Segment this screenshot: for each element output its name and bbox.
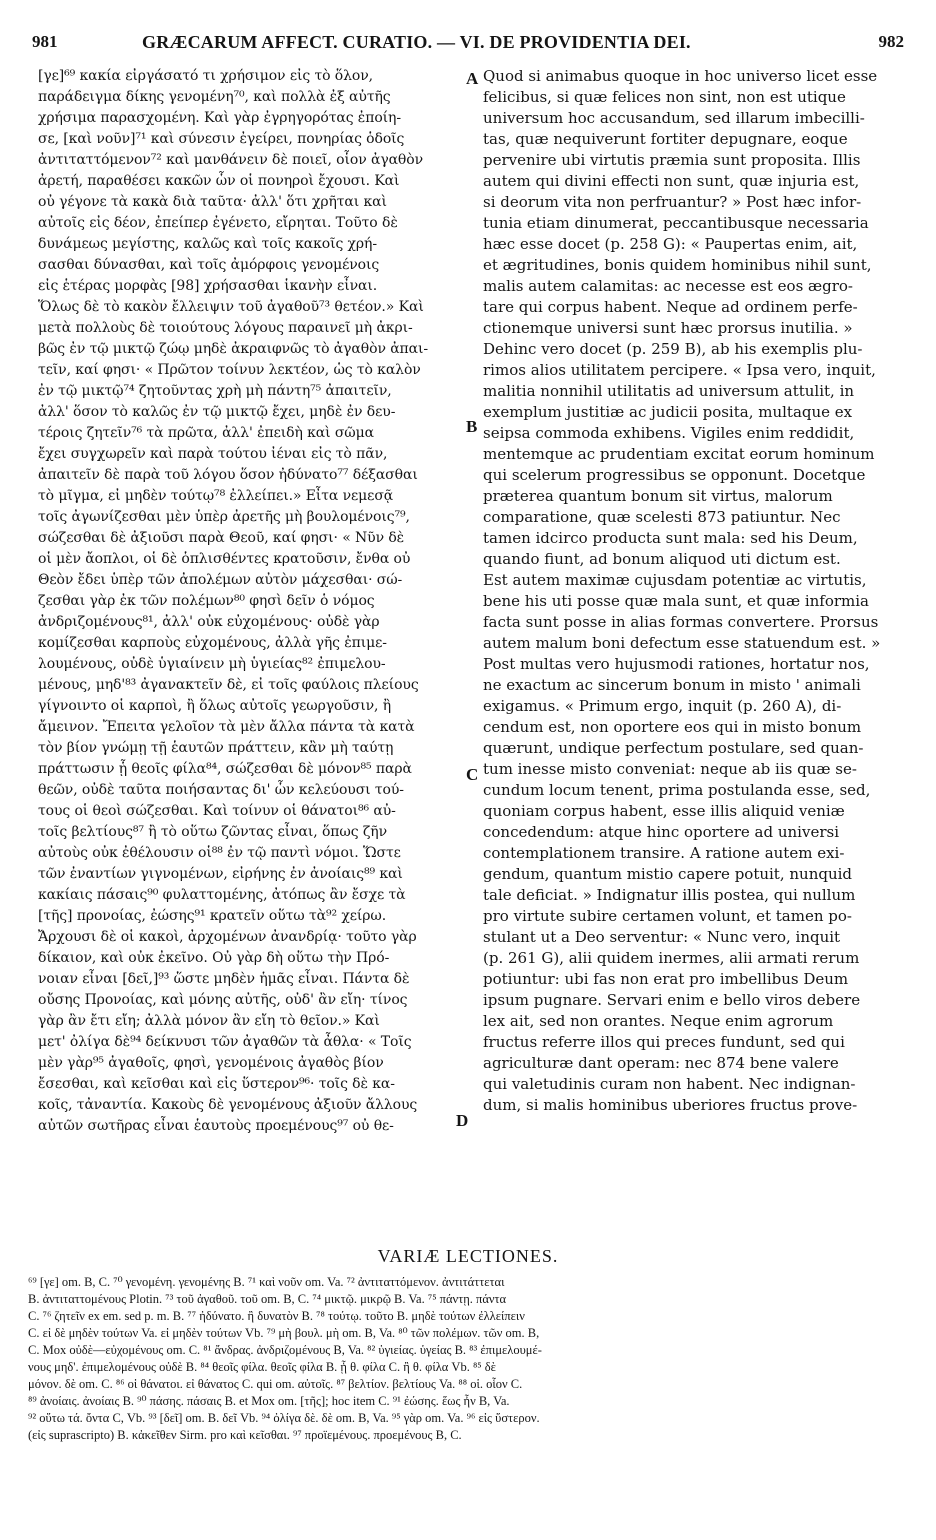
variant-note-line: C. εἰ δὲ μηδὲν τούτων Va. εἰ μηδὲν τούτων Vb. ⁷⁹ μὴ βουλ. μὴ om. B, Va. ⁸⁰ τῶν πολέμων. τῶν om. B,: [28, 1326, 540, 1340]
variant-readings-notes: [28, 1274, 908, 1444]
greek-text-line: δυνάμεως μεγίστης, καλῶς καὶ τοῖς κακοῖς χρή-: [38, 236, 377, 252]
latin-text-line: lex ait, sed non orantes. Neque enim agrorum: [483, 1012, 834, 1030]
latin-text-line: (p. 261 G), alii quidem inermes, alii armati rerum: [483, 949, 860, 967]
latin-text-line: tum inesse misto conveniat: neque ab iis quæ se-: [483, 760, 857, 778]
variae-lectiones-heading: VARIÆ LECTIONES.: [377, 1246, 559, 1266]
greek-text-line: κομίζεσθαι καρποὺς εὐχομένους, ἀλλὰ γῆς ἐπιμε-: [38, 635, 387, 651]
variant-note-line: νους μηδ'. ἐπιμελομένους οὐδὲ B. ⁸⁴ θεοῖς φίλα. θεοῖς φίλα B. ᾗ θ. φίλα C. ἢ θ. φίλα Vb. ⁸⁵ δὲ: [28, 1360, 496, 1374]
latin-text-line: mentemque ac prudentiam excitat eorum hominum: [483, 445, 875, 463]
latin-text-line: gendum, quantum mistio capere potuit, nunquid: [483, 865, 853, 883]
greek-text-line: δίκαιον, καὶ οὐκ ἐκεῖνο. Οὐ γὰρ δὴ οὕτω τὴν Πρό-: [38, 950, 390, 966]
latin-text-line: tale deficiat. » Indignatur illis postea, qui nullum: [483, 886, 856, 904]
greek-text-line: κοῖς, τἀναντία. Κακοὺς δὲ γενομένους ἀξιοῦν ἄλλους: [38, 1097, 418, 1113]
variant-note-line: ⁸⁹ ἀνοίαις. ἀνοίαις B. ⁹⁰ πάσης. πάσαις B. et Mox om. [τῆς]; hoc item C. ⁹¹ ἐώσης. ἕως ἦν B, Va.: [28, 1394, 510, 1408]
latin-text-line: qui scelerum progressibus se opponunt. Docetque: [483, 466, 866, 484]
latin-text-line: ipsum pugnare. Servari enim e bello viros debere: [483, 991, 861, 1009]
greek-text-line: Θεὸν ἔδει ὑπὲρ τῶν ἀπολέμων αὐτὸν μάχεσθαι· σώ-: [38, 572, 403, 588]
greek-text-line: κακίαις πάσαις⁹⁰ φυλαττομένης, ἀτόπως ἂν ἔσχε τὰ: [38, 887, 406, 903]
greek-text-line: τοῖς βελτίους⁸⁷ ἢ τὸ οὕτω ζῶντας εἶναι, ὅπως ζῆν: [38, 824, 388, 840]
greek-text-line: πράττωσιν ᾗ θεοῖς φίλα⁸⁴, σώζεσθαι δὲ μόνον⁸⁵ παρὰ: [38, 761, 412, 777]
greek-text-line: τὸν βίον γνώμῃ τῇ ἑαυτῶν πράττειν, κἂν μὴ ταύτῃ: [38, 740, 394, 756]
margin-marker-c: C: [466, 765, 479, 784]
variant-note-line: ⁹² οὕτω τά. ὄντα C, Vb. ⁹³ [δεῖ] om. B. δεῖ Vb. ⁹⁴ ὀλίγα δὲ. δὲ om. B, Va. ⁹⁵ γὰρ om. Va. ⁹⁶ εἰς ὕστερον.: [28, 1411, 540, 1425]
greek-text-line: ἔχει συγχωρεῖν καὶ παρὰ τούτου ἰέναι εἰς τὸ πᾶν,: [38, 446, 388, 462]
margin-marker-a: A: [466, 69, 479, 88]
greek-text-line: σασθαι δύνασθαι, καὶ τοῖς ἀμόρφοις γενομένοις: [38, 257, 380, 273]
latin-text-line: facta sunt posse in alias formas convertere. Prorsus: [483, 613, 879, 631]
greek-text-line: ἀνδριζομένους⁸¹, ἀλλ' οὐκ εὐχομένους· οὐδὲ γὰρ: [38, 614, 380, 630]
latin-text-line: seipsa commoda exhibens. Vigiles enim reddidit,: [483, 424, 855, 442]
greek-text-line: μένους, μηδ'⁸³ ἀγανακτεῖν δὲ, εἰ τοῖς φαύλοις πλείους: [38, 677, 419, 693]
greek-text-line: μετ' ὀλίγα δὲ⁹⁴ δείκνυσι τῶν ἀγαθῶν τὰ ἆθλα· « Τοῖς: [38, 1034, 412, 1050]
greek-text-line: ἀλλ' ὅσον τὸ καλῶς ἐν τῷ μικτῷ ἔχει, μηδὲ ἐν δευ-: [38, 404, 396, 420]
latin-text-line: contemplationem transire. A ratione autem exi-: [483, 844, 845, 862]
greek-text-line: σώζεσθαι δὲ ἀξιοῦσι παρὰ Θεοῦ, καί φησι· « Νῦν δὲ: [38, 530, 405, 546]
page-header: [32, 32, 904, 62]
latin-text-line: Quod si animabus quoque in hoc universo licet esse: [483, 67, 878, 85]
greek-text-line: ἀντιταττόμενον⁷² καὶ μανθάνειν δὲ ποιεῖ, οἷον ἀγαθὸν: [38, 152, 424, 168]
greek-text-line: [τῆς] προνοίας, ἐώσης⁹¹ κρατεῖν οὕτω τὰ⁹² χείρω.: [38, 908, 387, 924]
greek-text-line: ἀπαιτεῖν δὲ παρὰ τοῦ λόγου ὅσον ἠδύνατο⁷⁷ δέξασθαι: [38, 467, 418, 483]
latin-text-line: autem malum boni defectum esse statuendum est. »: [483, 634, 881, 652]
latin-text-line: agriculturæ dant operam: nec 874 bene valere: [483, 1054, 839, 1072]
latin-text-line: fructus referre illos qui preces fundunt, sed qui: [483, 1033, 845, 1051]
latin-text-line: hæc esse docet (p. 258 G): « Paupertas enim, ait,: [483, 235, 858, 253]
greek-text-line: παράδειγμα δίκης γενομένη⁷⁰, καὶ πολλὰ ἐξ αὐτῆς: [38, 89, 391, 105]
greek-text-line: λουμένους, οὐδὲ ὑγιαίνειν μὴ ὑγιείας⁸² ἐπιμελου-: [38, 656, 386, 672]
greek-text-line: αὐτοὺς οὐκ ἐθέλουσιν οἱ⁸⁸ ἐν τῷ παντὶ νόμοι. Ὥστε: [38, 845, 401, 861]
greek-text-line: βῶς ἐν τῷ μικτῷ ζώῳ μηδὲ ἀκραιφνῶς τὸ ἀγαθὸν ἀπαι-: [38, 341, 429, 357]
greek-text-line: μετὰ πολλοὺς δὲ τοιούτους λόγους παραινεῖ μὴ ἀκρι-: [38, 320, 413, 336]
margin-marker-d: D: [456, 1111, 469, 1130]
latin-text-line: dum, si malis hominibus uberiores fructus prove-: [483, 1096, 858, 1114]
greek-text-line: γίγνοιντο οἱ καρποὶ, ἢ ὅλως αὐτοῖς γεωργοῦσιν, ἢ: [38, 698, 391, 714]
greek-text-line: οὐ γέγονε τὰ κακὰ διὰ ταῦτα· ἀλλ' ὅτι χρῆται καὶ: [38, 194, 387, 210]
greek-text-line: τῶν ἐναντίων γιγνομένων, εἰρήνης ἐν ἀνοίαις⁸⁹ καὶ: [38, 866, 403, 882]
latin-text-line: pervenire ubi virtutis præmia sunt proposita. Illis: [483, 151, 861, 169]
greek-text-line: ἔσεσθαι, καὶ κεῖσθαι καὶ εἰς ὕστερον⁹⁶· τοῖς δὲ κα-: [38, 1076, 395, 1092]
latin-text-line: stulant ut a Deo serventur: « Nunc vero, inquit: [483, 928, 841, 946]
latin-text-line: et ægritudines, bonis quidem hominibus nihil sunt,: [483, 256, 872, 274]
greek-text-line: εἰς ἑτέρας μορφὰς [98] χρήσασθαι ἱκανὴν εἶναι.: [38, 278, 378, 294]
greek-text-line: ζεσθαι γὰρ ἐκ τῶν πολέμων⁸⁰ φησὶ δεῖν ὁ νόμος: [38, 593, 375, 609]
latin-text-line: cundum locum tenent, prima postulanda esse, sed,: [483, 781, 871, 799]
greek-text-line: τους οἱ θεοὶ σώζεσθαι. Καὶ τοίνυν οἱ θάνατοι⁸⁶ αὐ-: [38, 803, 396, 819]
variant-note-line: B. ἀντιταττομένους Plotin. ⁷³ τοῦ ἀγαθοῦ. τοῦ om. B, C. ⁷⁴ μικτῷ. μικρῷ B. Va. ⁷⁵ πάντῃ. πάντα: [28, 1292, 507, 1306]
latin-text-column: [483, 66, 905, 1116]
latin-text-line: quando fiunt, ad bonum aliquod uti dictum est.: [483, 550, 841, 568]
variant-note-line: C. ⁷⁶ ζητεῖν ex em. sed p. m. B. ⁷⁷ ἠδύνατο. ἢ δυνατὸν B. ⁷⁸ τούτῳ. τοῦτο B. μηδὲ τούτων ἐλλείπειν: [28, 1309, 525, 1323]
greek-text-line: οὔσης Προνοίας, καὶ μόνης αὐτῆς, οὐδ' ἂν εἴη· τίνος: [38, 992, 408, 1008]
latin-text-line: comparatione, quæ scelesti 873 patiuntur. Nec: [483, 508, 841, 526]
greek-text-line: Ἄρχουσι δὲ οἱ κακοὶ, ἀρχομένων ἀνανδρίᾳ· τοῦτο γὰρ: [38, 929, 417, 945]
latin-text-line: ne exactum ac sincerum bonum in misto ' animali: [483, 676, 861, 694]
greek-text-line: τέροις ζητεῖν⁷⁶ τὰ πρῶτα, ἀλλ' ἐπειδὴ καὶ σῶμα: [38, 425, 374, 441]
greek-text-line: ἐν τῷ μικτῷ⁷⁴ ζητοῦντας χρὴ μὴ πάντη⁷⁵ ἀπαιτεῖν,: [38, 383, 392, 399]
latin-text-line: tare qui corpus habent. Neque ad ordinem perfe-: [483, 298, 858, 316]
greek-text-line: οἱ μὲν ἄοπλοι, οἱ δὲ ὁπλισθέντες κρατοῦσιν, ἔνθα οὐ: [38, 551, 411, 567]
latin-text-line: universum hoc accusandum, sed illarum imbecilli-: [483, 109, 865, 127]
greek-text-line: νοιαν εἶναι [δεῖ,]⁹³ ὥστε μηδὲν ἡμᾶς εἶναι. Πάντα δὲ: [38, 971, 410, 987]
latin-text-line: si deorum vita non perfruantur? » Post hæc infor-: [483, 193, 862, 211]
latin-text-line: exigamus. « Primum ergo, inquit (p. 260 A), di-: [483, 697, 842, 715]
greek-text-line: χρήσιμα παρασχομένη. Καὶ γὰρ ἐγρηγορότας ἐποίη-: [38, 110, 401, 126]
variant-note-line: C. Mox οὐδὲ—εὐχομένους om. C. ⁸¹ ἄνδρας. ἀνδριζομένους B, Va. ⁸² ὑγιείας. ὑγείας B. ⁸³ ἐπιμελουμέ-: [28, 1343, 542, 1357]
variant-note-line: ⁶⁹ [γε] om. B, C. ⁷⁰ γενομένη. γενομένης B. ⁷¹ καὶ νοῦν om. Va. ⁷² ἀντιταττόμενον. ἀντιτάττεται: [28, 1275, 505, 1289]
variant-note-line: (εἰς suprascripto) B. κἀκεῖθεν Sirm. pro καὶ κεῖσθαι. ⁹⁷ προϊεμένους. προεμένους B, C.: [28, 1428, 462, 1442]
greek-text-line: Ὅλως δὲ τὸ κακὸν ἔλλειψιν τοῦ ἀγαθοῦ⁷³ θετέον.» Καὶ: [38, 299, 424, 315]
latin-text-line: Est autem maximæ cujusdam potentiæ ac virtutis,: [483, 571, 867, 589]
latin-text-line: præterea quantum bonum sit virtus, malorum: [483, 487, 833, 505]
greek-text-line: αὐτοῖς εἰς δέον, ἐπείπερ ἐγένετο, εἴρηται. Τοῦτο δὲ: [38, 215, 398, 231]
latin-text-line: Dehinc vero docet (p. 259 B), ab his exemplis plu-: [483, 340, 863, 358]
latin-text-line: tas, quæ nequiverunt fortiter depugnare, eoque: [483, 130, 848, 148]
greek-text-line: γὰρ ἂν ἔτι εἴη; ἀλλὰ μόνον ἂν εἴη τὸ θεῖον.» Καὶ: [38, 1013, 380, 1029]
latin-text-line: autem qui divini effecti non sunt, quæ injuria est,: [483, 172, 860, 190]
variant-note-line: μόνον. δὲ om. C. ⁸⁶ οἱ θάνατοι. εἰ θάνατος C. qui om. αὐτοῖς. ⁸⁷ βελτίον. βελτίους Va. ⁸⁸ οἱ. οἷον C.: [28, 1377, 523, 1391]
latin-text-line: malis autem calamitas: ac necesse est eos ægro-: [483, 277, 854, 295]
latin-text-line: quærunt, undique perfectum postulare, sed quan-: [483, 739, 864, 757]
latin-text-line: concedendum: atque hinc oportere ad universi: [483, 823, 839, 841]
latin-text-line: Post multas vero hujusmodi rationes, hortatur nos,: [483, 655, 870, 673]
latin-text-line: bene his uti posse quæ mala sunt, et quæ informia: [483, 592, 870, 610]
greek-text-line: θεῶν, οὐδὲ ταῦτα ποιήσαντας δι' ὧν κελεύουσι τού-: [38, 782, 404, 798]
latin-text-line: cendum est, non oportere eos qui in misto bonum: [483, 718, 862, 736]
latin-text-line: potiuntur: ubi fas non erat pro imbellibus Deum: [483, 970, 849, 988]
greek-text-line: [γε]⁶⁹ κακία εἰργάσατό τι χρήσιμον εἰς τὸ ὅλον,: [38, 68, 373, 84]
latin-text-line: rimos alios utilitatem percipere. « Ipsa vero, inquit,: [483, 361, 876, 379]
greek-text-line: τοῖς ἀγωνίζεσθαι μὲν ὑπὲρ ἀρετῆς μὴ βουλομένοις⁷⁹,: [38, 509, 410, 525]
latin-text-line: pro virtute subire certamen volunt, et tamen po-: [483, 907, 852, 925]
greek-text-column: [38, 66, 464, 1137]
greek-text-line: ἄμεινον. Ἔπειτα γελοῖον τὰ μὲν ἄλλα πάντα τὰ κατὰ: [38, 719, 415, 735]
latin-text-line: felicibus, si quæ felices non sint, non est utique: [483, 88, 846, 106]
latin-text-line: ctionemque universi sunt hæc prorsus inutilia. »: [483, 319, 853, 337]
greek-text-line: τὸ μῖγμα, εἰ μηδὲν τούτῳ⁷⁸ ἐλλείπει.» Εἶτα νεμεσᾷ: [38, 488, 394, 504]
greek-text-line: μὲν γὰρ⁹⁵ ἀγαθοῖς, φησὶ, γενομένοις ἀγαθὸς βίον: [38, 1055, 384, 1071]
latin-text-line: qui valetudinis curam non habent. Nec indignan-: [483, 1075, 856, 1093]
latin-text-line: exemplum justitiæ ac judicii posita, multaque ex: [483, 403, 853, 421]
margin-marker-b: B: [466, 417, 478, 436]
page-number-right: 982: [878, 32, 904, 51]
greek-text-line: τεῖν, καί φησι· « Πρῶτον τοίνυν λεκτέον, ὡς τὸ καλὸν: [38, 362, 421, 378]
page-number-left: 981: [32, 32, 58, 51]
greek-text-line: αὐτῶν σωτῆρας εἶναι ἑαυτοὺς προεμένους⁹⁷ οὐ θε-: [38, 1118, 394, 1134]
greek-text-line: ἀρετή, παραθέσει κακῶν ὧν οἱ πονηροὶ ἔχουσι. Καὶ: [38, 173, 400, 189]
latin-text-line: quoniam corpus habent, esse illis aliquid veniæ: [483, 802, 845, 820]
latin-text-line: malitia nonnihil utilitatis ad universum attulit, in: [483, 382, 855, 400]
greek-text-line: σε, [καὶ νοῦν]⁷¹ καὶ σύνεσιν ἐγείρει, πονηρίας ὁδοῖς: [38, 131, 405, 147]
running-title: GRÆCARUM AFFECT. CURATIO. — VI. DE PROVIDENTIA DEI.: [142, 32, 691, 52]
latin-text-line: tunia etiam dinumerat, peccantibusque necessaria: [483, 214, 869, 232]
latin-text-line: tamen idcirco producta sunt mala: sed his Deum,: [483, 529, 858, 547]
